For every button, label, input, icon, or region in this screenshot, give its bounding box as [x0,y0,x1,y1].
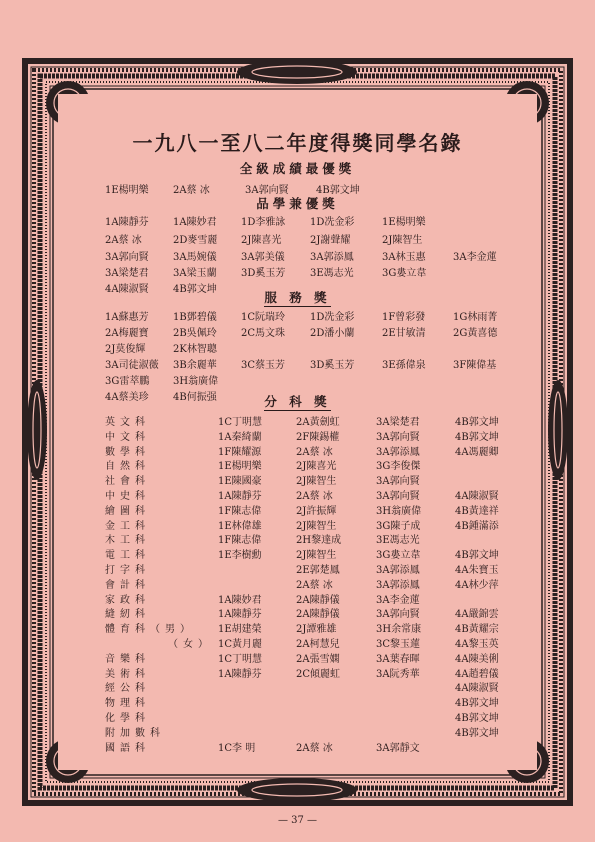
subject-winner: 3A郭向賢 [376,609,420,621]
subject-winner: 4B郭文坤 [455,698,499,710]
subject-winner: 3A葉春暉 [376,653,420,665]
subject-winner: 3A梁楚君 [376,417,420,428]
subject-winner: 3A郭添鳳 [376,579,420,591]
subject-name: 自然科 [105,461,150,473]
subject-winner: 2J陳智生 [296,550,337,562]
subject-name: 家政科 [105,594,150,606]
subject-winner: 1E陳國豪 [218,476,262,488]
service-name: 2E甘敏清 [382,328,426,339]
service-name: 1B鄧碧儀 [173,312,217,323]
subject-winner: 3A阮秀華 [376,668,420,680]
subject-name: 體育科（男） [105,624,195,636]
conduct-name: 3A梁楚君 [105,268,149,279]
subject-winner: 3H余常康 [376,624,422,636]
subject-winner: 1C丁明慧 [218,417,263,428]
subject-name: （女） [168,639,213,650]
subject-winner: 2J許振輝 [296,505,337,517]
service-name: 2D潘小蘭 [310,328,355,339]
service-name: 3E孫偉泉 [382,360,426,371]
subject-winner: 1F陳志偉 [218,505,262,517]
subject-winner: 1A陳靜芬 [218,668,262,680]
subject-winner: 3C黎玉蓮 [376,639,421,650]
subject-winner: 3A郭向賢 [376,491,420,502]
subject-winner: 4B黃達祥 [455,505,499,517]
service-name: 2C馬文珠 [241,328,286,339]
subject-winner: 4B黃耀宗 [455,624,499,636]
subject-winner: 3A李金蓮 [376,594,420,606]
subject-winner: 1E胡建榮 [218,624,262,636]
subject-winner: 4B郭文坤 [455,550,499,562]
conduct-name: 3A郭向賢 [105,252,149,263]
heading-service: 服 務 獎 [264,290,331,305]
conduct-name: 2A蔡 冰 [105,235,142,246]
subject-winner: 3G陳子成 [376,520,421,532]
subject-winner: 4A馮麗卿 [455,446,499,458]
conduct-name: 3A郭添鳳 [310,252,354,263]
conduct-name: 1D冼金彩 [310,217,355,228]
subject-winner: 2A張雪嫻 [296,653,340,665]
subject-winner: 2A陳靜儀 [296,609,340,621]
subject-winner: 4B郭文坤 [455,417,499,428]
conduct-name: 2J陳喜光 [241,235,282,246]
service-name: 3B余麗華 [173,360,217,371]
subject-name: 英文科 [105,417,150,428]
subject-winner: 4A陳淑賢 [455,683,499,695]
service-name: 3G雷萃鵬 [105,376,150,387]
service-name: 2B吳佩玲 [173,328,217,339]
subject-winner: 4A趙碧儀 [455,668,499,680]
subject-winner: 2A蔡 冰 [296,579,333,591]
subject-winner: 1A秦綺蘭 [218,431,262,443]
subject-winner: 1A陳妙君 [218,594,262,606]
subject-winner: 3H翁廣偉 [376,505,422,517]
subject-name: 中文科 [105,431,150,443]
conduct-name: 3G婁立韋 [382,268,427,279]
service-name: 3C蔡玉芳 [241,360,286,371]
subject-winner: 1C黃月麗 [218,639,263,650]
service-name: 1G林雨菁 [453,312,498,323]
subject-winner: 4A黎玉英 [455,639,499,650]
subject-name: 美術科 [105,668,150,680]
conduct-name: 3A李金蓮 [453,252,497,263]
conduct-name: 3A林玉惠 [382,252,426,263]
subject-winner: 1C李 明 [218,742,256,754]
subject-winner: 2A黃劍虹 [296,417,340,428]
subject-winner: 4B郭文坤 [455,713,499,724]
conduct-name: 1A陳靜芬 [105,217,149,228]
subject-name: 中史科 [105,491,150,502]
service-name: 2A梅麗寶 [105,328,149,339]
subject-winner: 2C傾麗虹 [296,668,341,680]
subject-name: 電工科 [105,550,150,562]
subject-winner: 2F陳錫權 [296,431,340,443]
subject-winner: 4A陳美俐 [455,653,499,665]
conduct-name: 2J陳智生 [382,235,423,246]
subject-winner: 2A陳靜儀 [296,594,340,606]
subject-winner: 4A陳淑賢 [455,491,499,502]
service-name: 4A蔡美珍 [105,392,149,403]
subject-name: 社會科 [105,476,150,488]
service-name: 1A蘇惠芳 [105,312,149,323]
service-name: 3A司徒淑薇 [105,360,159,371]
heading-overall: 全級成績最優獎 [239,161,356,176]
conduct-name: 3A梁玉蘭 [173,268,217,279]
subject-winner: 4A林少萍 [455,579,499,591]
service-name: 3H翁廣偉 [173,376,219,387]
conduct-name: 4A陳淑賢 [105,284,149,295]
subject-name: 縫紉科 [105,609,150,621]
service-name: 2K林智聰 [173,344,217,355]
overall-name: 1E楊明樂 [105,185,149,196]
subject-winner: 1E楊明樂 [218,461,262,473]
page-number: — 37 — [277,815,318,826]
subject-name: 木工科 [105,535,150,547]
conduct-name: 3E馮志光 [310,268,354,279]
subject-winner: 4A朱寶玉 [455,565,499,576]
subject-winner: 3E馮志光 [376,535,420,547]
subject-winner: 2J陳智生 [296,520,337,532]
conduct-name: 1E楊明樂 [382,217,426,228]
subject-winner: 4B郭文坤 [455,727,499,739]
service-name: 3D奚玉芳 [310,360,355,371]
subject-winner: 1A陳靜芬 [218,491,262,502]
subject-winner: 2J陳喜光 [296,461,337,473]
service-name: 1F曾彩發 [382,312,426,323]
overall-name: 2A蔡 冰 [173,185,210,196]
conduct-name: 1D李雅詠 [241,217,286,228]
subject-winner: 2H黎達成 [296,535,342,547]
subject-name: 附加數科 [105,727,165,739]
subject-winner: 3A郭向賢 [376,476,420,488]
service-name: 3F陳偉基 [453,360,497,371]
subject-name: 國語科 [105,742,150,754]
conduct-name: 3A郭美儀 [241,252,285,263]
subject-name: 會計科 [105,579,150,591]
service-name: 1D冼金彩 [310,312,355,323]
service-name: 2J莫俊輝 [105,344,146,355]
subject-winner: 2A柯慧兒 [296,639,340,650]
conduct-name: 4B郭文坤 [173,284,217,295]
service-name: 4B何振强 [173,392,217,403]
subject-winner: 4B鍾滿添 [455,520,499,532]
subject-winner: 4A嚴錦雲 [455,609,499,621]
heading-subject: 分 科 獎 [264,394,331,409]
service-name: 2G黃喜德 [453,328,498,339]
subject-name: 打字科 [105,565,150,576]
subject-name: 音樂科 [105,653,150,665]
subject-winner: 4B郭文坤 [455,431,499,443]
conduct-name: 3D奚玉芳 [241,268,286,279]
subject-winner: 3G李俊傑 [376,461,421,473]
subject-winner: 2J譚雅雄 [296,624,337,636]
subject-winner: 1F陳志偉 [218,535,262,547]
subject-winner: 1A陳靜芬 [218,609,262,621]
subject-winner: 2A蔡 冰 [296,742,333,754]
subject-winner: 3A郭靜文 [376,742,420,754]
subject-winner: 2J陳智生 [296,476,337,488]
overall-name: 4B郭文坤 [316,185,360,196]
subject-winner: 1F陳耀源 [218,446,262,458]
subject-winner: 1E李樹勳 [218,550,262,562]
conduct-name: 1A陳妙君 [173,217,217,228]
subject-winner: 3A郭添鳳 [376,446,420,458]
subject-winner: 3A郭添鳳 [376,565,420,576]
subject-winner: 3G婁立韋 [376,550,421,562]
page-title: 一九八一至八二年度得獎同學名錄 [132,131,463,155]
conduct-name: 2J謝聲耀 [310,235,351,246]
subject-name: 化學科 [105,713,150,724]
subject-name: 數學科 [105,446,150,458]
subject-name: 繪圖科 [105,505,150,517]
subject-winner: 1E林偉雄 [218,520,262,532]
subject-winner: 1C丁明慧 [218,653,263,665]
conduct-name: 2D麥雪麗 [173,235,218,246]
heading-conduct: 品學兼優獎 [256,196,339,211]
subject-name: 經公科 [105,683,150,695]
conduct-name: 3A馬婉儀 [173,252,217,263]
subject-winner: 2A蔡 冰 [296,491,333,502]
subject-winner: 2A蔡 冰 [296,446,333,458]
overall-name: 3A郭向賢 [245,185,289,196]
subject-name: 金工科 [105,520,150,532]
subject-winner: 3A郭向賢 [376,431,420,443]
subject-name: 物理科 [105,698,150,710]
subject-winner: 2E郭楚鳳 [296,565,340,576]
service-name: 1C阮瑞玲 [241,312,286,323]
